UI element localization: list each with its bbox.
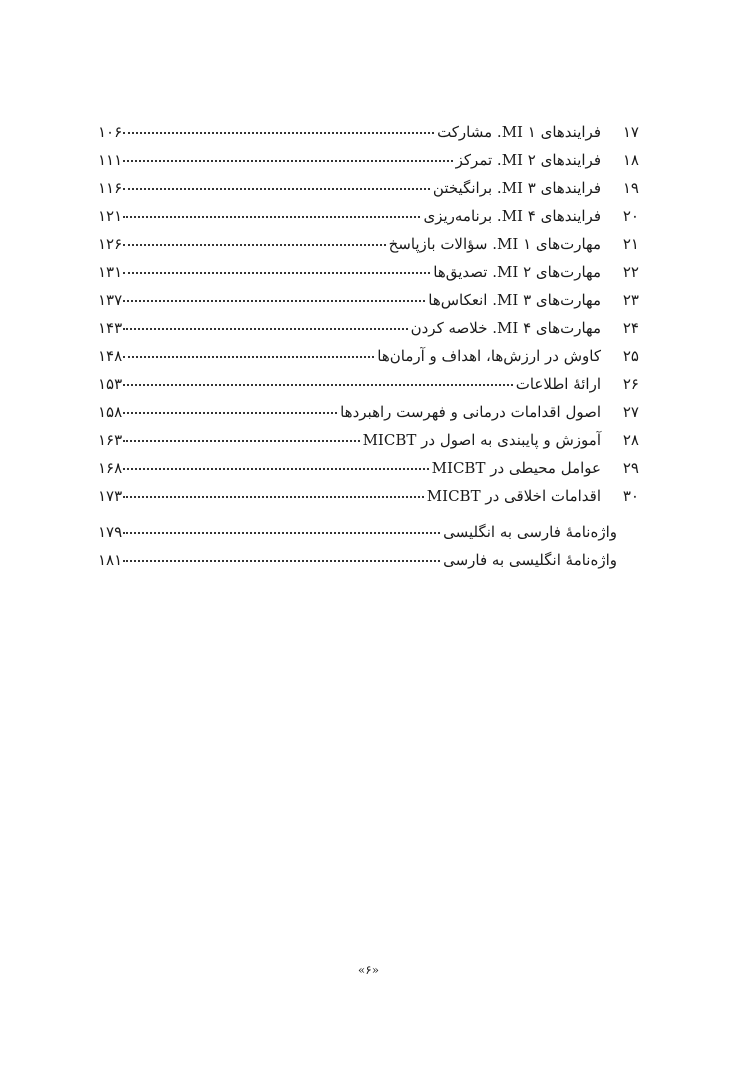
page-number: ۱۷۳ — [98, 487, 123, 505]
chapter-title: ارائۀ اطلاعات — [515, 375, 601, 393]
dot-leader — [123, 258, 430, 274]
dot-leader — [123, 286, 425, 302]
toc-row — [98, 118, 643, 146]
dot-leader — [123, 546, 440, 562]
appendix-title: واژه‌نامۀ انگلیسی به فارسی — [443, 551, 617, 569]
page-number: ۱۵۸ — [98, 403, 123, 421]
chapter-number: ۱۹ — [622, 179, 639, 197]
chapter-number: ۲۹ — [622, 459, 639, 477]
toc-row — [98, 174, 643, 202]
toc-row-appendix — [98, 546, 643, 574]
dot-leader — [123, 518, 440, 534]
toc-row — [98, 370, 643, 398]
chapter-title: فرایندهای MI ۱. مشارکت — [437, 123, 601, 141]
page-number: ۱۷۹ — [98, 523, 123, 541]
page-number: ۱۸۱ — [98, 551, 123, 569]
chapter-title: مهارت‌های MI ۱. سؤالات بازپاسخ — [388, 235, 601, 253]
dot-leader — [123, 426, 359, 442]
chapter-title: اقدامات اخلاقی در MICBT — [426, 487, 601, 505]
dot-leader — [123, 370, 513, 386]
chapter-title: فرایندهای MI ۴. برنامه‌ریزی — [423, 207, 601, 225]
dot-leader — [123, 118, 434, 134]
chapter-title: مهارت‌های MI ۲. تصدیق‌ها — [433, 263, 601, 281]
page-number: ۱۱۱ — [98, 151, 123, 169]
appendix-title: واژه‌نامۀ فارسی به انگلیسی — [443, 523, 617, 541]
dot-leader — [123, 230, 385, 246]
dot-leader — [123, 314, 407, 330]
dot-leader — [123, 482, 424, 498]
section-gap — [98, 510, 643, 518]
chapter-number: ۲۸ — [622, 431, 639, 449]
toc-row — [98, 426, 643, 454]
toc-row — [98, 454, 643, 482]
chapter-number: ۲۵ — [622, 347, 639, 365]
toc-row — [98, 286, 643, 314]
page-number: ۱۶۳ — [98, 431, 123, 449]
chapter-number: ۲۳ — [622, 291, 639, 309]
chapter-title: فرایندهای MI ۲. تمرکز — [455, 151, 601, 169]
toc-row-appendix — [98, 518, 643, 546]
chapter-title: مهارت‌های MI ۴. خلاصه کردن — [410, 319, 601, 337]
toc-row — [98, 258, 643, 286]
dot-leader — [123, 146, 452, 162]
dot-leader — [123, 398, 337, 414]
toc-row — [98, 202, 643, 230]
toc-row — [98, 482, 643, 510]
chapter-title: اصول اقدامات درمانی و فهرست راهبردها — [340, 403, 601, 421]
dot-leader — [123, 342, 374, 358]
chapter-title: عوامل محیطی در MICBT — [431, 459, 601, 477]
chapter-number: ۲۱ — [622, 235, 639, 253]
dot-leader — [123, 202, 420, 218]
page-number: ۱۶۸ — [98, 459, 123, 477]
page-number: ۱۴۳ — [98, 319, 123, 337]
chapter-number: ۲۶ — [622, 375, 639, 393]
toc-row — [98, 314, 643, 342]
page-number: ۱۳۷ — [98, 291, 123, 309]
chapter-number: ۲۷ — [622, 403, 639, 421]
chapter-number: ۲۴ — [622, 319, 639, 337]
page-number: ۱۴۸ — [98, 347, 123, 365]
dot-leader — [123, 174, 430, 190]
toc-row — [98, 398, 643, 426]
page-number: ۱۲۱ — [98, 207, 123, 225]
chapter-title: مهارت‌های MI ۳. انعکاس‌ها — [428, 291, 601, 309]
toc-row — [98, 342, 643, 370]
page-number: ۱۱۶ — [98, 179, 123, 197]
chapter-title: کاوش در ارزش‌ها، اهداف و آرمان‌ها — [377, 347, 601, 365]
toc-row — [98, 146, 643, 174]
dot-leader — [123, 454, 428, 470]
chapter-number: ۱۷ — [622, 123, 639, 141]
page-number: ۱۳۱ — [98, 263, 123, 281]
page-footer-number: «۶» — [357, 963, 380, 977]
chapter-title: آموزش و پایبندی به اصول در MICBT — [362, 431, 601, 449]
page-number: ۱۰۶ — [98, 123, 123, 141]
chapter-number: ۲۰ — [622, 207, 639, 225]
table-of-contents — [98, 118, 643, 574]
chapter-title: فرایندهای MI ۳. برانگیختن — [432, 179, 601, 197]
chapter-number: ۲۲ — [622, 263, 639, 281]
chapter-number: ۱۸ — [622, 151, 639, 169]
page-number: ۱۲۶ — [98, 235, 123, 253]
toc-row — [98, 230, 643, 258]
page-number: ۱۵۳ — [98, 375, 123, 393]
chapter-number: ۳۰ — [622, 487, 639, 505]
